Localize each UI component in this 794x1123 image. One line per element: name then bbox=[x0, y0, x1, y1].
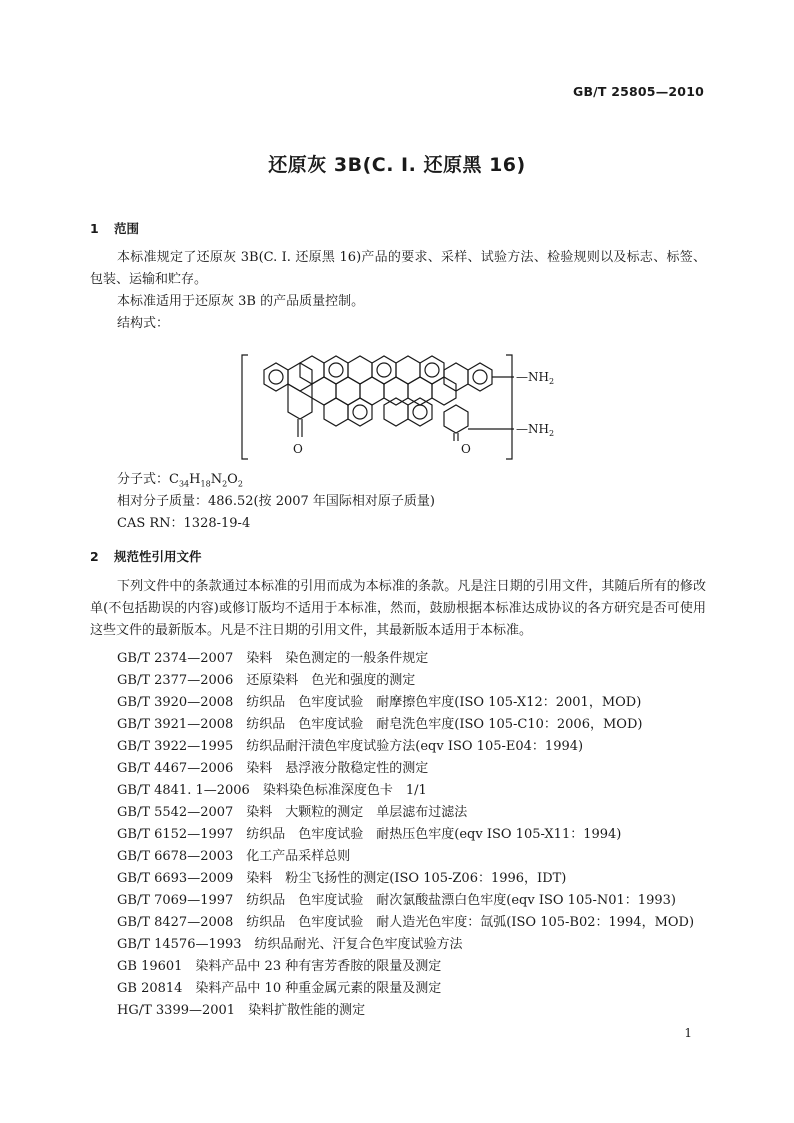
standard-number: GB/T 25805—2010 bbox=[572, 84, 704, 99]
section-title: 范围 bbox=[114, 221, 140, 236]
section-title: 规范性引用文件 bbox=[114, 549, 202, 564]
reference-item: GB/T 4467—2006 染料 悬浮液分散稳定性的测定 bbox=[117, 760, 429, 776]
reference-item: GB 19601 染料产品中 23 种有害芳香胺的限量及测定 bbox=[117, 958, 442, 974]
formula-c: C bbox=[169, 472, 179, 487]
left-bracket bbox=[242, 355, 248, 459]
amine-label bbox=[516, 422, 554, 438]
reference-item: GB/T 3922—1995 纺织品耐汗渍色牢度试验方法(eqv ISO 105-E04：1994) bbox=[117, 738, 584, 754]
reference-item: GB/T 6152—1997 纺织品 色牢度试验 耐热压色牢度(eqv ISO 105-X11：1994) bbox=[117, 826, 622, 842]
formula-o-count: 2 bbox=[237, 479, 243, 489]
section-number: 1 bbox=[90, 221, 99, 236]
right-bracket bbox=[506, 355, 512, 459]
reference-item: GB/T 7069—1997 纺织品 色牢度试验 耐次氯酸盐漂白色牢度(eqv ISO 105-N01：1993) bbox=[117, 892, 676, 908]
formula-n: N bbox=[210, 472, 223, 487]
oxygen-label: O bbox=[293, 442, 303, 456]
structural-formula-diagram bbox=[236, 347, 566, 469]
reference-item: GB/T 3921—2008 纺织品 色牢度试验 耐皂洗色牢度(ISO 105-C10：2006，MOD) bbox=[117, 716, 643, 732]
formula-c-count: 34 bbox=[178, 479, 190, 489]
amine-subscript: 2 bbox=[548, 429, 555, 438]
reference-item: GB/T 6678—2003 化工产品采样总则 bbox=[117, 848, 351, 864]
formula-o: O bbox=[227, 472, 238, 487]
cas-number: CAS RN：1328-19-4 bbox=[117, 516, 251, 531]
normative-references-intro: 下列文件中的条款通过本标准的引用而成为本标准的条款。凡是注日期的引用文件，其随后所有的修改单(不包括勘误的内容)或修订版均不适用于本标准，然而，鼓励根据本标准达成协议的各方研究是否可使用这些文件的最新版本。凡是不注日期的引用文件，其最新版本适用于本标准。 bbox=[90, 579, 706, 638]
formula-label: 分子式： bbox=[117, 472, 170, 487]
molecular-mass: 相对分子质量：486.52(按 2007 年国际相对原子质量) bbox=[117, 494, 435, 509]
amine-text: —NH bbox=[516, 422, 549, 436]
formula-h: H bbox=[189, 472, 201, 487]
amine-label bbox=[516, 370, 554, 386]
applicability-paragraph: 本标准适用于还原灰 3B 的产品质量控制。 bbox=[117, 294, 365, 309]
reference-item: GB/T 3920—2008 纺织品 色牢度试验 耐摩擦色牢度(ISO 105-X12：2001，MOD) bbox=[117, 694, 642, 710]
scope-paragraph: 本标准规定了还原灰 3B(C. I. 还原黑 16)产品的要求、采样、试验方法、检验规则以及标志、标签、包装、运输和贮存。 bbox=[90, 250, 706, 287]
amine-subscript: 2 bbox=[548, 377, 555, 386]
reference-item: GB/T 2377—2006 还原染料 色光和强度的测定 bbox=[117, 672, 416, 688]
oxygen-label: O bbox=[461, 442, 471, 456]
reference-list bbox=[117, 648, 694, 1021]
formula-n-count: 2 bbox=[222, 479, 228, 489]
section-2-heading bbox=[90, 547, 202, 565]
reference-item: GB/T 2374—2007 染料 染色测定的一般条件规定 bbox=[117, 651, 429, 666]
section-number: 2 bbox=[90, 549, 99, 564]
reference-item: GB/T 14576—1993 纺织品耐光、汗复合色牢度试验方法 bbox=[117, 936, 463, 952]
reference-item: GB 20814 染料产品中 10 种重金属元素的限量及测定 bbox=[117, 980, 442, 996]
reference-item: GB/T 8427—2008 纺织品 色牢度试验 耐人造光色牢度：氙弧(ISO 105-B02：1994，MOD) bbox=[117, 914, 695, 930]
section-1-heading bbox=[90, 219, 139, 237]
amine-text: —NH bbox=[516, 370, 549, 384]
reference-item: HG/T 3399—2001 染料扩散性能的测定 bbox=[117, 1002, 366, 1018]
document-title: 还原灰 3B(C. I. 还原黑 16) bbox=[268, 154, 526, 176]
reference-item: GB/T 4841. 1—2006 染料染色标准深度色卡 1/1 bbox=[117, 782, 427, 798]
page-number: 1 bbox=[684, 1026, 692, 1040]
structure-label: 结构式： bbox=[117, 316, 170, 331]
reference-item: GB/T 6693—2009 染料 粉尘飞扬性的测定(ISO 105-Z06：1996，IDT) bbox=[117, 870, 567, 886]
reference-item: GB/T 5542—2007 染料 大颗粒的测定 单层滤布过滤法 bbox=[117, 804, 468, 820]
formula-h-count: 18 bbox=[200, 479, 211, 489]
